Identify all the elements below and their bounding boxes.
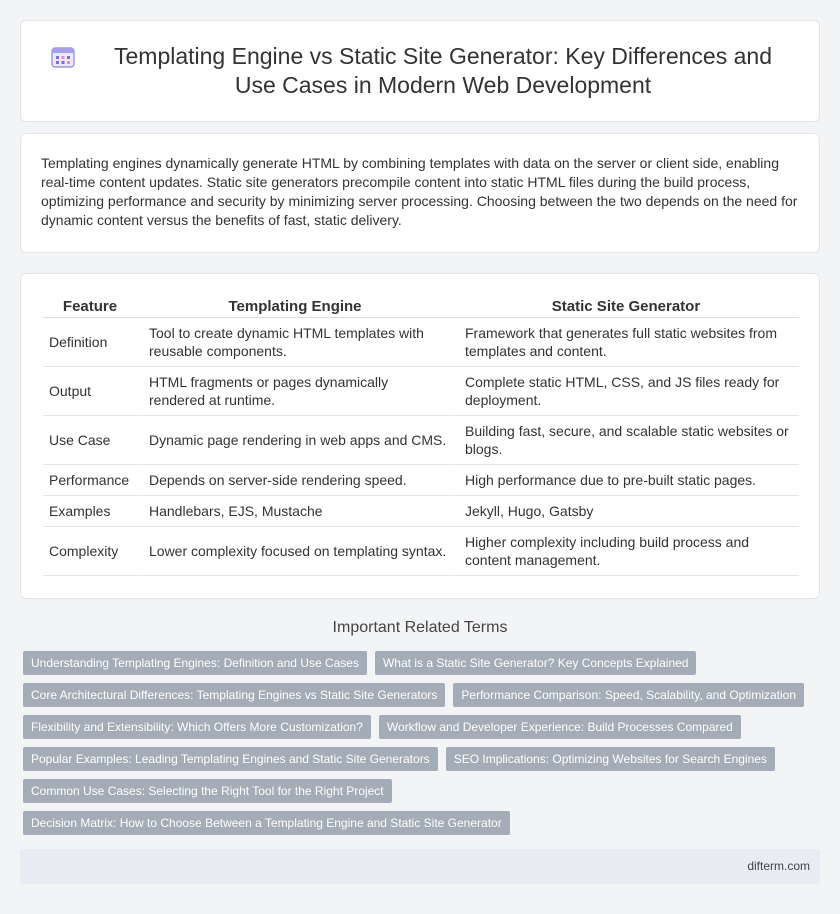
templating-cell: Depends on server-side rendering speed. bbox=[137, 465, 453, 496]
related-term-tag[interactable]: Understanding Templating Engines: Definition and Use Cases bbox=[23, 651, 367, 675]
ssg-cell: High performance due to pre-built static pages. bbox=[453, 465, 799, 496]
related-term-tag[interactable]: Workflow and Developer Experience: Build Processes Compared bbox=[379, 715, 741, 739]
templating-cell: Lower complexity focused on templating syntax. bbox=[137, 527, 453, 576]
related-term-tag[interactable]: Popular Examples: Leading Templating Engines and Static Site Generators bbox=[23, 747, 438, 771]
table-row bbox=[43, 465, 799, 496]
footer-site-link[interactable]: difterm.com bbox=[747, 859, 810, 873]
feature-cell: Performance bbox=[43, 465, 137, 496]
header-feature: Feature bbox=[43, 296, 137, 318]
table-row bbox=[43, 318, 799, 367]
intro-paragraph: Templating engines dynamically generate HTML by combining templates with data on the server or client side, enabling real-time content updates. Static site generators precompile content into static HTML files during the build process, optimizing performance and security by minimizing server processing. Choosing between the two depends on the need for dynamic content versus the benefits of fast, static delivery. bbox=[41, 155, 798, 228]
related-term-tag[interactable]: Core Architectural Differences: Templating Engines vs Static Site Generators bbox=[23, 683, 445, 707]
templating-cell: HTML fragments or pages dynamically rendered at runtime. bbox=[137, 367, 453, 416]
templating-cell: Tool to create dynamic HTML templates with reusable components. bbox=[137, 318, 453, 367]
related-terms-list bbox=[23, 651, 823, 843]
feature-cell: Examples bbox=[43, 496, 137, 527]
related-term-tag[interactable]: Flexibility and Extensibility: Which Offers More Customization? bbox=[23, 715, 371, 739]
table-row bbox=[43, 527, 799, 576]
intro-card bbox=[20, 133, 820, 253]
templating-cell: Dynamic page rendering in web apps and CMS. bbox=[137, 416, 453, 465]
related-term-tag[interactable]: Common Use Cases: Selecting the Right Tool for the Right Project bbox=[23, 779, 392, 803]
header-static-site-generator: Static Site Generator bbox=[453, 296, 799, 318]
header-card bbox=[20, 20, 820, 122]
page-title: Templating Engine vs Static Site Generator: Key Differences and Use Cases in Modern Web Development bbox=[114, 43, 772, 98]
ssg-cell: Jekyll, Hugo, Gatsby bbox=[453, 496, 799, 527]
related-term-tag[interactable]: What is a Static Site Generator? Key Concepts Explained bbox=[375, 651, 697, 675]
related-term-tag[interactable]: Performance Comparison: Speed, Scalability, and Optimization bbox=[453, 683, 804, 707]
feature-cell: Use Case bbox=[43, 416, 137, 465]
ssg-cell: Building fast, secure, and scalable static websites or blogs. bbox=[453, 416, 799, 465]
comparison-table-card bbox=[20, 273, 820, 599]
comparison-table bbox=[43, 296, 799, 576]
table-row bbox=[43, 367, 799, 416]
related-term-tag[interactable]: Decision Matrix: How to Choose Between a Templating Engine and Static Site Generator bbox=[23, 811, 510, 835]
ssg-cell: Higher complexity including build process and content management. bbox=[453, 527, 799, 576]
ssg-cell: Framework that generates full static websites from templates and content. bbox=[453, 318, 799, 367]
templating-cell: Handlebars, EJS, Mustache bbox=[137, 496, 453, 527]
feature-cell: Output bbox=[43, 367, 137, 416]
table-header-row bbox=[43, 296, 799, 318]
feature-cell: Complexity bbox=[43, 527, 137, 576]
feature-cell: Definition bbox=[43, 318, 137, 367]
header-templating-engine: Templating Engine bbox=[137, 296, 453, 318]
footer bbox=[20, 849, 820, 884]
related-terms-heading: Important Related Terms bbox=[332, 619, 508, 636]
table-row bbox=[43, 416, 799, 465]
calendar-grid-icon bbox=[51, 46, 75, 68]
related-term-tag[interactable]: SEO Implications: Optimizing Websites for Search Engines bbox=[446, 747, 775, 771]
ssg-cell: Complete static HTML, CSS, and JS files ready for deployment. bbox=[453, 367, 799, 416]
table-row bbox=[43, 496, 799, 527]
